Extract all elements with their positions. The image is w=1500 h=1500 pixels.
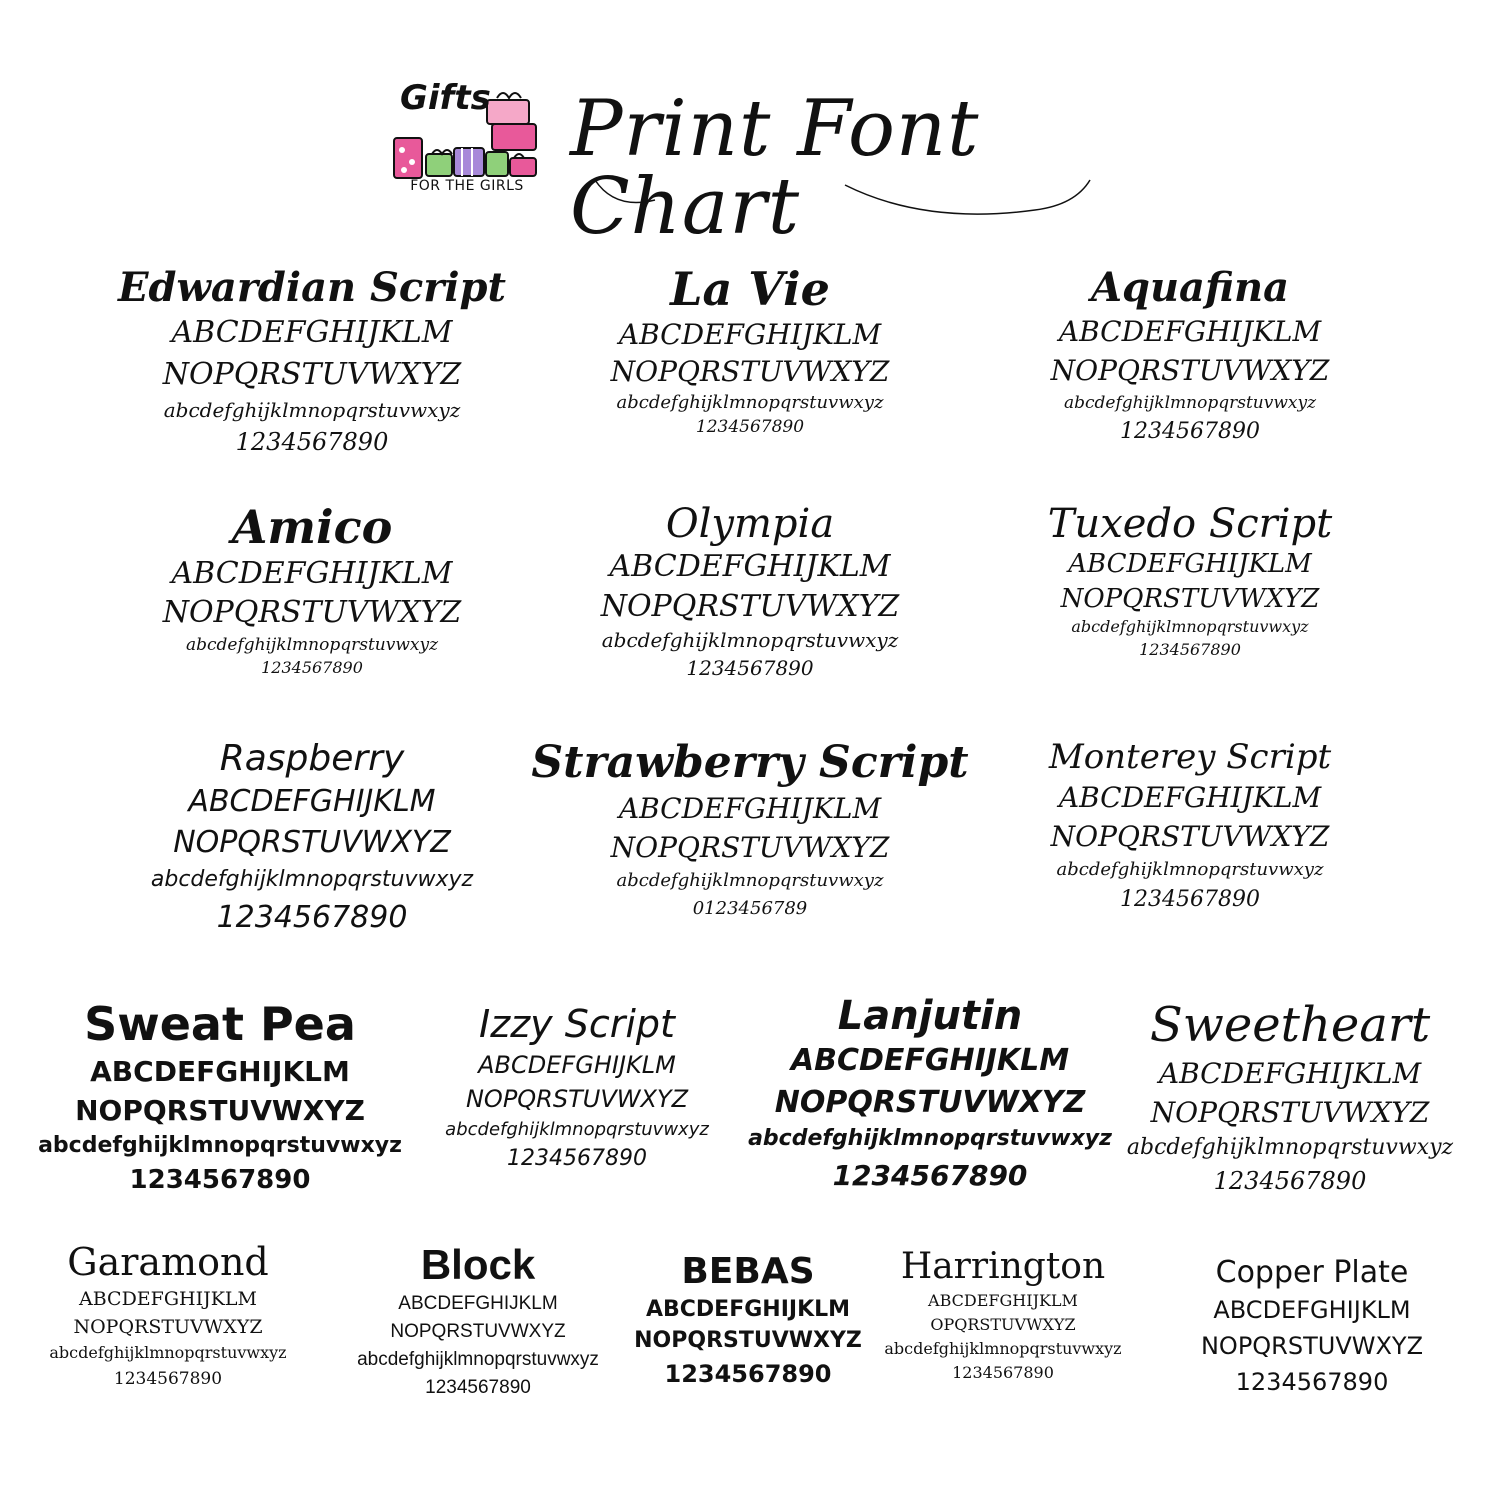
digits-row: 1234567890: [261, 657, 363, 677]
uppercase-row-2: NOPQRSTUVWXYZ: [73, 1315, 263, 1338]
digits-row: 1234567890: [235, 428, 389, 456]
uppercase-row-1: ABCDEFGHIJKLM: [790, 1043, 1070, 1078]
digits-row: 1234567890: [1213, 1167, 1367, 1196]
uppercase-row-1: ABCDEFGHIJKLM: [1058, 315, 1322, 348]
font-name: Tuxedo Script: [1047, 501, 1333, 547]
font-name: Edwardian Script: [118, 264, 506, 311]
font-name: Copper Plate: [1215, 1255, 1409, 1290]
digits-row: 1234567890: [686, 656, 814, 680]
uppercase-row-2: NOPQRSTUVWXYZ: [1200, 1332, 1424, 1360]
digits-row: 1234567890: [216, 900, 408, 936]
uppercase-row-2: NOPQRSTUVWXYZ: [75, 1093, 365, 1127]
uppercase-row-1: ABCDEFGHIJKLM: [928, 1290, 1078, 1310]
page-title: Print Font Chart: [570, 84, 980, 252]
digits-row: 0123456789: [692, 897, 808, 919]
lowercase-row: abcdefghijklmnopqrstuvwxyz: [616, 870, 884, 892]
font-name: Raspberry: [219, 738, 405, 779]
lowercase-row: abcdefghijklmnopqrstuvwxyz: [357, 1348, 599, 1370]
lowercase-row: abcdefghijklmnopqrstuvwxyz: [38, 1132, 402, 1158]
uppercase-row-1: ABCDEFGHIJKLM: [618, 792, 882, 826]
uppercase-row-1: ABCDEFGHIJKLM: [90, 1054, 350, 1088]
lowercase-row: abcdefghijklmnopqrstuvwxyz: [1126, 1134, 1454, 1160]
uppercase-row-2: NOPQRSTUVWXYZ: [1060, 583, 1320, 614]
font-sample-edwardian-script: [72, 262, 552, 458]
lowercase-row: abcdefghijklmnopqrstuvwxyz: [49, 1343, 287, 1363]
font-sample-strawberry-script: [510, 735, 990, 920]
uppercase-row-1: ABCDEFGHIJKLM: [188, 783, 436, 819]
digits-row: 1234567890: [1235, 1368, 1389, 1396]
font-name: BEBAS: [681, 1251, 815, 1292]
font-name: Monterey Script: [1048, 737, 1332, 777]
font-sample-la-vie: [510, 262, 990, 438]
uppercase-row-1: ABCDEFGHIJKLM: [1158, 1056, 1422, 1090]
uppercase-row-2: NOPQRSTUVWXYZ: [162, 356, 462, 392]
lowercase-row: abcdefghijklmnopqrstuvwxyz: [1071, 617, 1309, 636]
lowercase-row: abcdefghijklmnopqrstuvwxyz: [150, 866, 474, 892]
font-sample-sweetheart: [1050, 995, 1500, 1198]
uppercase-row-1: ABCDEFGHIJKLM: [618, 317, 882, 351]
digits-row: 1234567890: [695, 416, 805, 437]
font-sample-raspberry: [72, 735, 552, 937]
uppercase-row-1: ABCDEFGHIJKLM: [478, 1050, 676, 1079]
font-sample-tuxedo-script: [950, 500, 1430, 661]
font-name: Lanjutin: [837, 993, 1023, 1039]
uppercase-row-2: NOPQRSTUVWXYZ: [465, 1084, 689, 1113]
font-sample-copper-plate: [1072, 1250, 1500, 1398]
uppercase-row-1: ABCDEFGHIJKLM: [398, 1293, 558, 1315]
font-name: Sweat Pea: [84, 997, 356, 1051]
uppercase-row-1: ABCDEFGHIJKLM: [79, 1287, 257, 1310]
digits-row: 1234567890: [1120, 419, 1260, 445]
uppercase-row-2: NOPQRSTUVWXYZ: [634, 1328, 862, 1354]
uppercase-row-1: ABCDEFGHIJKLM: [1058, 781, 1322, 815]
font-name: Block: [420, 1241, 536, 1288]
uppercase-row-1: ABCDEFGHIJKLM: [171, 315, 453, 350]
logo-subtitle: FOR THE GIRLS: [410, 178, 524, 194]
uppercase-row-2: NOPQRSTUVWXYZ: [1050, 354, 1330, 387]
digits-row: 1234567890: [952, 1363, 1054, 1383]
font-name: Amico: [231, 500, 393, 554]
lowercase-row: abcdefghijklmnopqrstuvwxyz: [884, 1338, 1122, 1358]
font-name: Harrington: [900, 1246, 1106, 1287]
uppercase-row-1: ABCDEFGHIJKLM: [1068, 549, 1312, 579]
uppercase-row-1: ABCDEFGHIJKLM: [171, 555, 453, 591]
digits-row: 1234567890: [1139, 639, 1241, 659]
lowercase-row: abcdefghijklmnopqrstuvwxyz: [445, 1118, 709, 1140]
lowercase-row: abcdefghijklmnopqrstuvwxyz: [1056, 859, 1324, 881]
uppercase-row-1: ABCDEFGHIJKLM: [1213, 1296, 1411, 1324]
brand-logo: [392, 78, 542, 208]
digits-row: 1234567890: [129, 1165, 311, 1196]
uppercase-row-1: ABCDEFGHIJKLM: [609, 549, 891, 584]
uppercase-row-1: ABCDEFGHIJKLM: [645, 1296, 851, 1322]
uppercase-row-2: NOPQRSTUVWXYZ: [610, 354, 890, 388]
font-name: Strawberry Script: [531, 737, 969, 788]
font-name: Sweetheart: [1149, 997, 1431, 1053]
uppercase-row-2: NOPQRSTUVWXYZ: [600, 588, 900, 624]
font-name: Garamond: [67, 1240, 269, 1284]
uppercase-row-2: NOPQRSTUVWXYZ: [173, 825, 451, 861]
uppercase-row-2: NOPQRSTUVWXYZ: [610, 831, 890, 865]
uppercase-row-2: NOPQRSTUVWXYZ: [774, 1084, 1086, 1120]
digits-row: 1234567890: [1120, 886, 1260, 912]
lowercase-row: abcdefghijklmnopqrstuvwxyz: [748, 1126, 1112, 1151]
font-sample-olympia: [510, 500, 990, 681]
font-name: Olympia: [665, 501, 835, 547]
font-name: Izzy Script: [479, 1002, 675, 1046]
title-flourish: [585, 160, 1095, 220]
logo-wordmark: Gifts: [400, 78, 491, 118]
lowercase-row: abcdefghijklmnopqrstuvwxyz: [616, 391, 884, 413]
digits-row: 1234567890: [113, 1369, 223, 1390]
uppercase-row-2: NOPQRSTUVWXYZ: [162, 595, 462, 631]
lowercase-row: abcdefghijklmnopqrstuvwxyz: [185, 634, 439, 655]
uppercase-row-2: NOPQRSTUVWXYZ: [1050, 820, 1330, 854]
font-name: La Vie: [670, 262, 830, 316]
digits-row: 1234567890: [664, 1359, 832, 1388]
lowercase-row: abcdefghijklmnopqrstuvwxyz: [163, 398, 461, 422]
lowercase-row: abcdefghijklmnopqrstuvwxyz: [601, 628, 899, 652]
digits-row: 1234567890: [507, 1146, 647, 1172]
uppercase-row-2: OPQRSTUVWXYZ: [930, 1314, 1076, 1334]
font-name: Aquafina: [1090, 264, 1290, 311]
font-sample-aquafina: [950, 262, 1430, 447]
digits-row: 1234567890: [425, 1377, 531, 1399]
font-sample-monterey-script: [950, 735, 1430, 914]
uppercase-row-2: NOPQRSTUVWXYZ: [390, 1320, 566, 1342]
lowercase-row: abcdefghijklmnopqrstuvwxyz: [1063, 393, 1317, 413]
digits-row: 1234567890: [832, 1158, 1028, 1192]
font-sample-amico: [72, 500, 552, 678]
uppercase-row-2: NOPQRSTUVWXYZ: [1150, 1095, 1430, 1129]
